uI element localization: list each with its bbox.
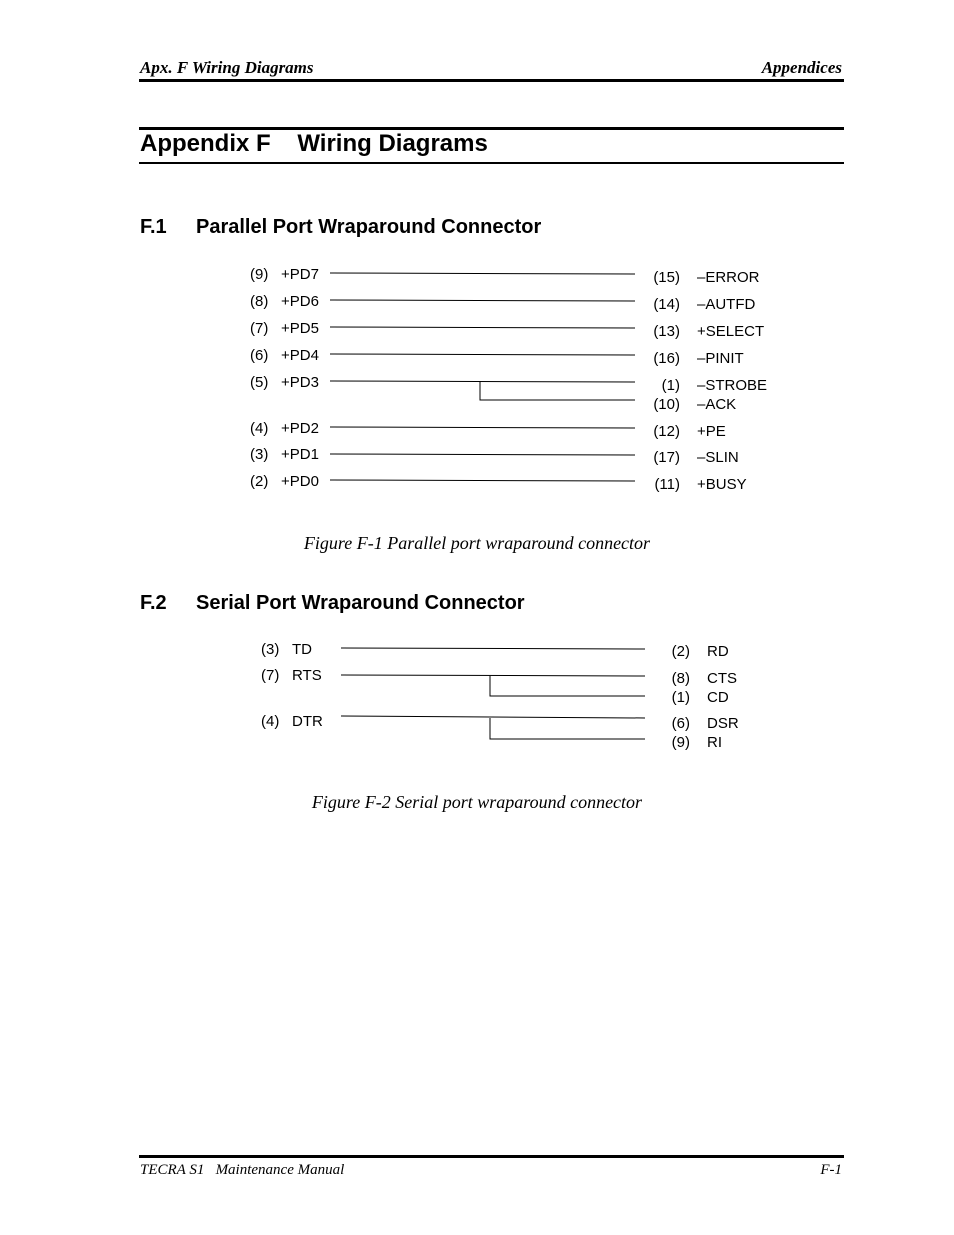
parallel-left-pin: (6): [250, 347, 269, 364]
parallel-right-signal: +SELECT: [697, 323, 765, 340]
parallel-left-pin: (4): [250, 420, 269, 437]
serial-right-signal: CD: [707, 689, 729, 706]
parallel-left-pin: (5): [250, 374, 269, 391]
parallel-right-pin: (13): [653, 323, 680, 340]
parallel-left-signal: +PD2: [281, 420, 319, 437]
figure-caption-serial: Figure F-2 Serial port wraparound connector: [311, 792, 643, 812]
serial-right-pin: (8): [671, 670, 690, 687]
parallel-left-signal: +PD4: [281, 347, 319, 364]
parallel-right-signal: –SLIN: [697, 449, 739, 466]
wire-pd4-pinit: [330, 354, 635, 355]
footer-rule: [139, 1155, 844, 1158]
wire-pd5-select: [330, 327, 635, 328]
section-heading-serial: [140, 592, 525, 615]
section-heading-parallel: [140, 216, 541, 239]
figure-caption-parallel: Figure F-1 Parallel port wraparound connector: [303, 533, 651, 553]
parallel-right-pin: (11): [654, 476, 680, 493]
wire-pd0-busy: [330, 480, 635, 481]
parallel-left-signal: +PD7: [281, 266, 319, 283]
parallel-right-signal: +PE: [697, 423, 726, 440]
parallel-right-pin: (17): [653, 449, 680, 466]
title-rule-bottom: [139, 162, 844, 164]
wire-dtr-dsr: [341, 716, 645, 718]
wire-pd1-slin: [330, 454, 635, 455]
section-number: F.1: [140, 216, 167, 238]
wire-pd7-error: [330, 273, 635, 274]
wire-rts-cts: [341, 675, 645, 676]
parallel-right-signal: –ERROR: [697, 269, 760, 286]
parallel-left-pin: (2): [250, 473, 269, 490]
running-footer-left: TECRA S1 Maintenance Manual: [140, 1162, 345, 1178]
serial-left-signal: RTS: [292, 667, 322, 684]
parallel-right-signal: –PINIT: [697, 350, 744, 367]
serial-right-pin: (6): [671, 715, 690, 732]
parallel-left-signal: +PD3: [281, 374, 319, 391]
page-number: F-1: [820, 1162, 842, 1178]
wire-pd3-strobe: [330, 381, 635, 382]
parallel-left-pin: (3): [250, 446, 269, 463]
page-title: Appendix F Wiring Diagrams: [140, 130, 488, 157]
serial-right-pin: (2): [671, 643, 690, 660]
parallel-left-pin: (8): [250, 293, 269, 310]
section-title: Serial Port Wraparound Connector: [196, 592, 525, 614]
parallel-right-signal: –ACK: [697, 396, 737, 413]
parallel-right-pin: (16): [653, 350, 680, 367]
serial-left-pin: (4): [261, 713, 280, 730]
serial-left-signal: TD: [292, 641, 312, 658]
wire-pd3-ack-branch: [480, 382, 635, 400]
running-header-right: Appendices: [761, 58, 842, 77]
serial-right-signal: RD: [707, 643, 729, 660]
parallel-right-signal: –AUTFD: [697, 296, 756, 313]
parallel-right-pin: (14): [653, 296, 680, 313]
header-rule: [139, 79, 844, 82]
running-header-left: Apx. F Wiring Diagrams: [140, 58, 314, 77]
parallel-left-signal: +PD0: [281, 473, 319, 490]
serial-right-signal: RI: [707, 734, 722, 751]
parallel-right-pin: (1): [661, 377, 680, 394]
parallel-left-pin: (9): [250, 266, 269, 283]
section-title: Parallel Port Wraparound Connector: [196, 216, 542, 238]
parallel-right-signal: –STROBE: [697, 377, 768, 394]
wire-rts-cd-branch: [490, 676, 645, 696]
parallel-right-pin: (15): [653, 269, 680, 286]
parallel-left-pin: (7): [250, 320, 269, 337]
parallel-wiring-diagram: [0, 255, 954, 505]
wire-pd6-autfd: [330, 300, 635, 301]
serial-left-pin: (3): [261, 641, 280, 658]
serial-wiring-diagram: [0, 630, 954, 760]
wire-dtr-ri-branch: [490, 718, 645, 739]
parallel-left-signal: +PD5: [281, 320, 319, 337]
parallel-left-signal: +PD6: [281, 293, 319, 310]
wire-td-rd: [341, 648, 645, 649]
serial-right-signal: CTS: [707, 670, 737, 687]
parallel-right-pin: (12): [653, 423, 680, 440]
serial-left-signal: DTR: [292, 713, 323, 730]
serial-left-pin: (7): [261, 667, 280, 684]
parallel-right-signal: +BUSY: [697, 476, 747, 493]
wire-pd2-pe: [330, 427, 635, 428]
serial-right-signal: DSR: [707, 715, 739, 732]
parallel-right-pin: (10): [653, 396, 680, 413]
section-number: F.2: [140, 592, 167, 614]
parallel-left-signal: +PD1: [281, 446, 319, 463]
serial-right-pin: (1): [671, 689, 690, 706]
serial-right-pin: (9): [671, 734, 690, 751]
